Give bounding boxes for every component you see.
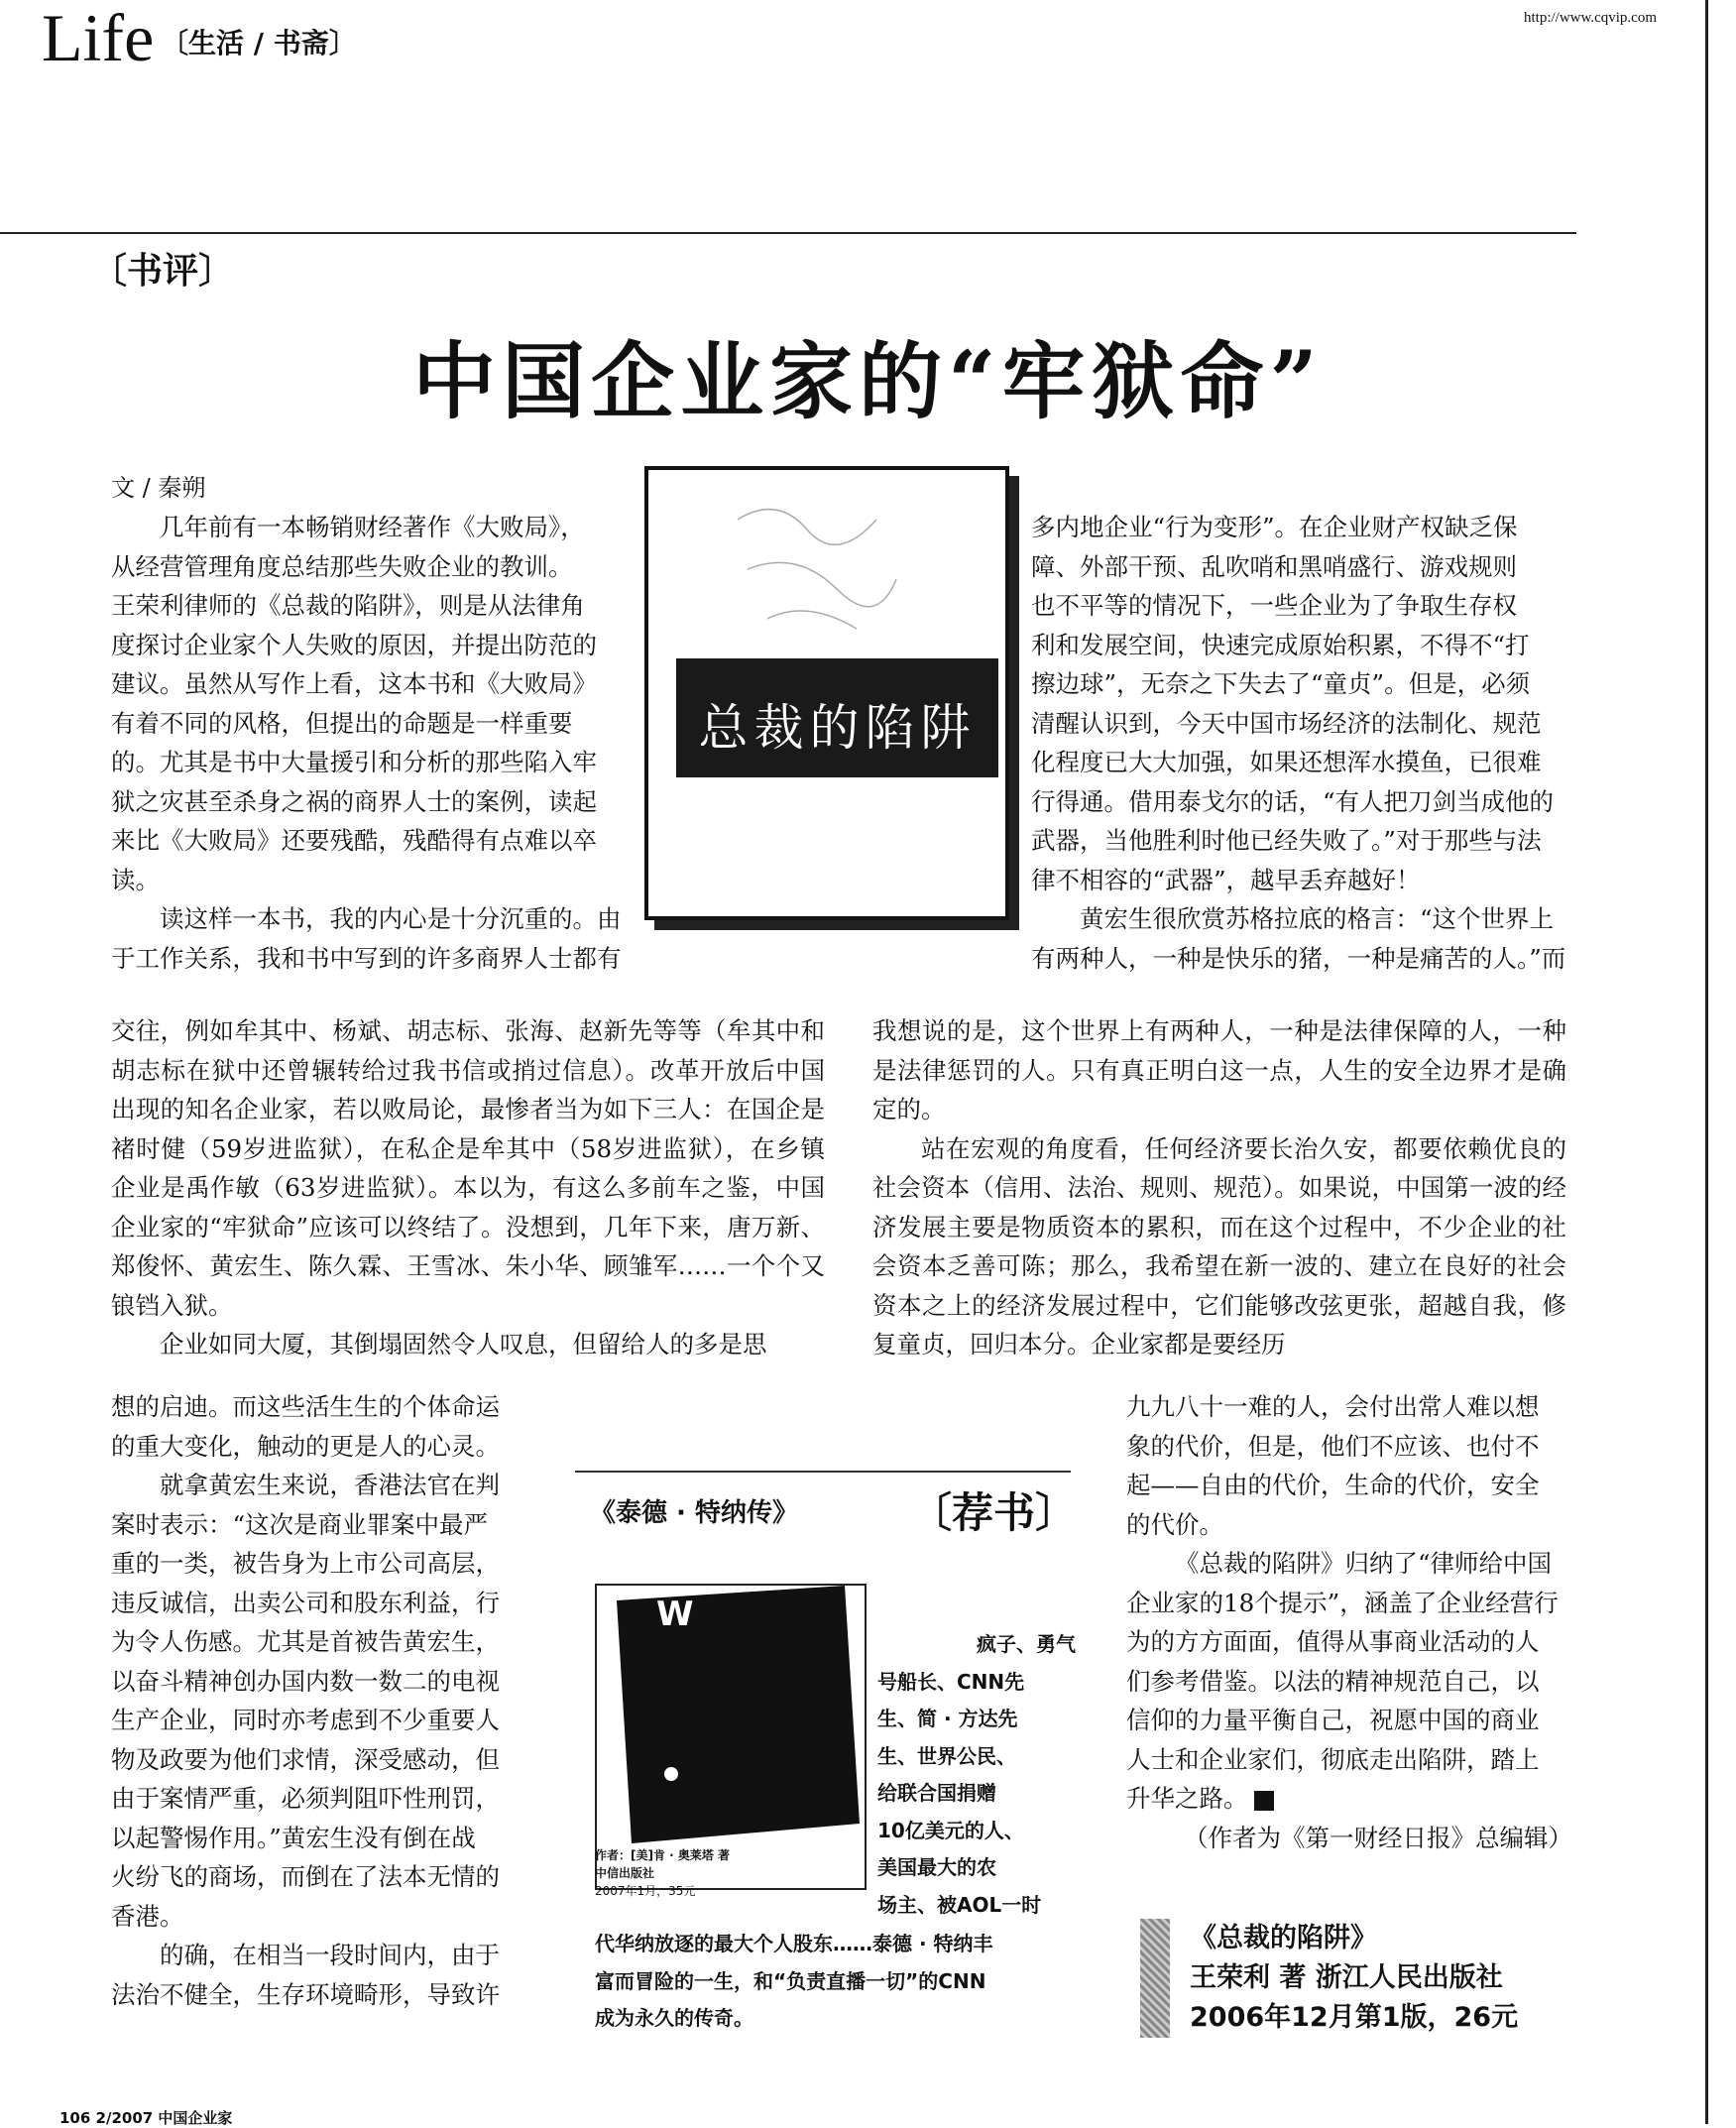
text-line: 给联合国捐赠 [877, 1781, 996, 1805]
left-column-bottom [111, 1387, 547, 2014]
text-line: 们参考借鉴。以法的精神规范自己，以 [1126, 1666, 1540, 1696]
text-line: 也不平等的情况下，一些企业为了争取生存权 [1031, 591, 1517, 620]
text-line: 《总裁的陷阱》归纳了“律师给中国 [1175, 1549, 1553, 1578]
text-line: 建议。虽然从写作上看，这本书和《大败局》 [111, 669, 597, 698]
book-info-title: 《总裁的陷阱》 [1190, 1923, 1377, 1953]
text-line [1126, 1779, 1572, 1819]
text-line: 就拿黄宏生来说，香港法官在判 [160, 1471, 500, 1499]
text-line: 多内地企业“行为变形”。在企业财产权缺乏保 [1031, 513, 1518, 541]
article-author: 文 / 秦朔 [111, 474, 206, 502]
text-line: 富而冒险的一生，和“负责直播一切”的CNN [595, 1968, 986, 1993]
recommend-rule [575, 1471, 1071, 1473]
text-line: 香港。 [111, 1901, 184, 1931]
text-line: 企业家的18个提示”，涵盖了企业经营行 [1126, 1588, 1559, 1617]
left-column-wide [111, 1011, 825, 1364]
text-line: 象的代价，但是，他们不应该、也付不 [1126, 1431, 1540, 1461]
section-label: 〔书评〕 [91, 251, 235, 292]
text-line: 读。 [111, 865, 160, 894]
text-line: 生、世界公民、 [877, 1743, 1016, 1768]
text-line: 武器，当他胜利时他已经失败了。”对于那些与法 [1031, 826, 1542, 855]
text-line: 于工作关系，我和书中写到的许多商界人士都有 [111, 943, 622, 973]
end-mark-icon [1254, 1791, 1274, 1811]
text-line: 有着不同的风格，但提出的命题是一样重要 [111, 708, 573, 738]
text-line: 几年前有一本畅销财经著作《大败局》， [160, 513, 585, 541]
text-line: 王荣利律师的《总裁的陷阱》，则是从法律角 [111, 591, 585, 620]
text-line: 成为永久的传奇。 [595, 2006, 753, 2030]
text-line: 重的一类，被告身为上市公司高层， [111, 1549, 500, 1578]
text-line: 生产企业，同时亦考虑到不少重要人 [111, 1706, 500, 1734]
recommend-label: 〔荐书〕 [910, 1488, 1078, 1537]
text-line: 化程度已大大加强，如果还想浑水摸鱼，已很难 [1031, 748, 1542, 776]
text-line: 案时表示：“这次是商业罪案中最严 [111, 1509, 489, 1539]
text-line: 美国最大的农 [877, 1855, 996, 1879]
article-title: 中国企业家的“牢狱命” [412, 332, 1324, 430]
right-column-wide [872, 1011, 1566, 1364]
recommend-text-narrow [877, 1626, 1076, 1924]
book-cover-image [644, 466, 1009, 920]
text-line: 以奋斗精神创办国内数一数二的电视 [111, 1666, 500, 1696]
text-line: 利和发展空间，快速完成原始积累，不得不“打 [1031, 630, 1530, 659]
text-line: 为的方方面面，值得从事商业活动的人 [1126, 1627, 1540, 1656]
text-line: 代华纳放逐的最大个人股东……泰德 · 特纳丰 [595, 1932, 993, 1955]
text-line: 从经营管理角度总结那些失败企业的教训。 [111, 551, 573, 581]
paragraph: 我想说的是，这个世界上有两种人，一种是法律保障的人，一种是法律惩罚的人。只有真正明白这一点，人生的安全边界才是确定的。 [872, 1016, 1566, 1123]
right-column-bottom [1126, 1387, 1572, 1857]
caption-publisher: 中信出版社 [595, 1866, 655, 1880]
text-line: 有两种人，一种是快乐的猪，一种是痛苦的人。”而 [1031, 943, 1566, 973]
cover-title: 总裁的陷阱 [698, 699, 977, 757]
text-line: 清醒认识到，今天中国市场经济的法制化、规范 [1031, 708, 1542, 738]
text-line: 生、简 · 方达先 [877, 1707, 1018, 1730]
text-line: 人士和企业家们，彻底走出陷阱，踏上 [1126, 1744, 1540, 1774]
text-line: 10亿美元的人、 [877, 1818, 1024, 1842]
right-column-top [1031, 508, 1566, 978]
text-line: 行得通。借用泰戈尔的话，“有人把刀剑当成他的 [1031, 786, 1555, 816]
text-line: 由于案情严重，必须判阻吓性刑罚， [111, 1784, 500, 1813]
text-line: 火纷飞的商场，而倒在了法本无情的 [111, 1862, 500, 1891]
recommend-book-cover [595, 1584, 867, 1890]
book-info-edition: 2006年12月第1版，26元 [1190, 2002, 1519, 2033]
recommend-caption [595, 1846, 730, 1900]
text-line: 疯子、勇气 [977, 1632, 1076, 1656]
text-line: 的。尤其是书中大量援引和分析的那些陷入牢 [111, 748, 597, 776]
text-line: 信仰的力量平衡自己，祝愿中国的商业 [1126, 1706, 1540, 1734]
book-info-thumbnail [1140, 1919, 1170, 2038]
text-line: 度探讨企业家个人失败的原因，并提出防范的 [111, 630, 597, 659]
text-line: 的代价。 [1126, 1509, 1223, 1539]
text-line: 障、外部干预、乱吹哨和黑哨盛行、游戏规则 [1031, 551, 1517, 581]
magazine-section-life: Life [42, 0, 155, 75]
text-line: 的重大变化，触动的更是人的心灵。 [111, 1431, 500, 1461]
left-column-top [111, 508, 646, 978]
text-line: 场主、被AOL一时 [877, 1892, 1042, 1917]
text-line: 律不相容的“武器”，越早丢弃越好！ [1031, 865, 1421, 894]
book-info [1190, 1919, 1518, 2038]
text-line: 黄宏生很欣赏苏格拉底的格言：“这个世界上 [1080, 904, 1555, 933]
text-line: 狱之灾甚至杀身之祸的商界人士的案例，读起 [111, 786, 597, 816]
recommend-text-wide [595, 1926, 1071, 2038]
source-url: http://www.cqvip.com [1523, 10, 1657, 26]
page-footer: 106 2/2007 中国企业家 [59, 2109, 233, 2127]
paragraph: 交往，例如牟其中、杨斌、胡志标、张海、赵新先等等（牟其中和胡志标在狱中还曾辗转给过我书信或捎过信息）。改革开放后中国出现的知名企业家，若以败局论，最惨者当为如下三人：在国企是褚时健（59岁进监狱），在私企是牟其中（58岁进监狱），在乡镇企业是禹作敏（63岁进监狱）。本以为，有这么多前车之鉴，中国企业家的“牢狱命”应该可以终结了。没想到，几年下来，唐万新、郑俊怀、黄宏生、陈久霖、王雪冰、朱小华、顾雏军……一个个又锒铛入狱。 [111, 1016, 825, 1320]
closing-text: 升华之路。 [1126, 1784, 1248, 1813]
text-line: 九九八十一难的人，会付出常人难以想 [1126, 1392, 1540, 1421]
text-line: 以起警惕作用。”黄宏生没有倒在战 [111, 1823, 476, 1852]
section-tag: 〔生活 / 书斋〕 [161, 27, 357, 59]
text-line: 起——自由的代价，生命的代价，安全 [1126, 1471, 1540, 1499]
paragraph: 企业如同大厦，其倒塌固然令人叹息，但留给人的多是思 [160, 1330, 767, 1359]
text-line: 法治不健全，生存环境畸形，导致许 [111, 1979, 500, 2009]
text-line: 物及政要为他们求情，深受感动，但 [111, 1744, 500, 1774]
cover-art [597, 1586, 865, 1843]
caption-author: 作者：[美]肯 · 奥莱塔 著 [595, 1848, 731, 1862]
author-note: （作者为《第一财经日报》总编辑） [1184, 1823, 1572, 1852]
caption-date: 2007年1月，35元 [595, 1884, 696, 1898]
text-line: 违反诚信，出卖公司和股东利益，行 [111, 1588, 500, 1617]
text-line: 来比《大败局》还要残酷，残酷得有点难以卒 [111, 826, 597, 855]
text-line: 擦边球”，无奈之下失去了“童贞”。但是，必须 [1031, 669, 1531, 698]
text-line: 的确，在相当一段时间内，由于 [160, 1941, 500, 1969]
svg-text:W: W [656, 1595, 694, 1634]
recommend-book-title: 《泰德 · 特纳传》 [590, 1498, 798, 1528]
cover-sketch [718, 490, 916, 649]
header-rule [0, 232, 1576, 234]
text-line: 读这样一本书，我的内心是十分沉重的。由 [160, 904, 622, 933]
text-line: 为令人伤感。尤其是首被告黄宏生， [111, 1627, 500, 1656]
text-line: 号船长、CNN先 [877, 1669, 1025, 1694]
book-info-author: 王荣利 著 浙江人民出版社 [1190, 1962, 1503, 1993]
text-line: 想的启迪。而这些活生生的个体命运 [111, 1392, 500, 1421]
paragraph: 站在宏观的角度看，任何经济要长治久安，都要依赖优良的社会资本（信用、法治、规则、规范）。如果说，中国第一波的经济发展主要是物质资本的累积，而在这个过程中，不少企业的社会资本乏善可陈；那么，我希望在新一波的、建立在良好的社会资本之上的经济发展过程中，它们能够改弦更张，超越自我，修复童贞，回归本分。企业家都是要经历 [872, 1133, 1566, 1359]
